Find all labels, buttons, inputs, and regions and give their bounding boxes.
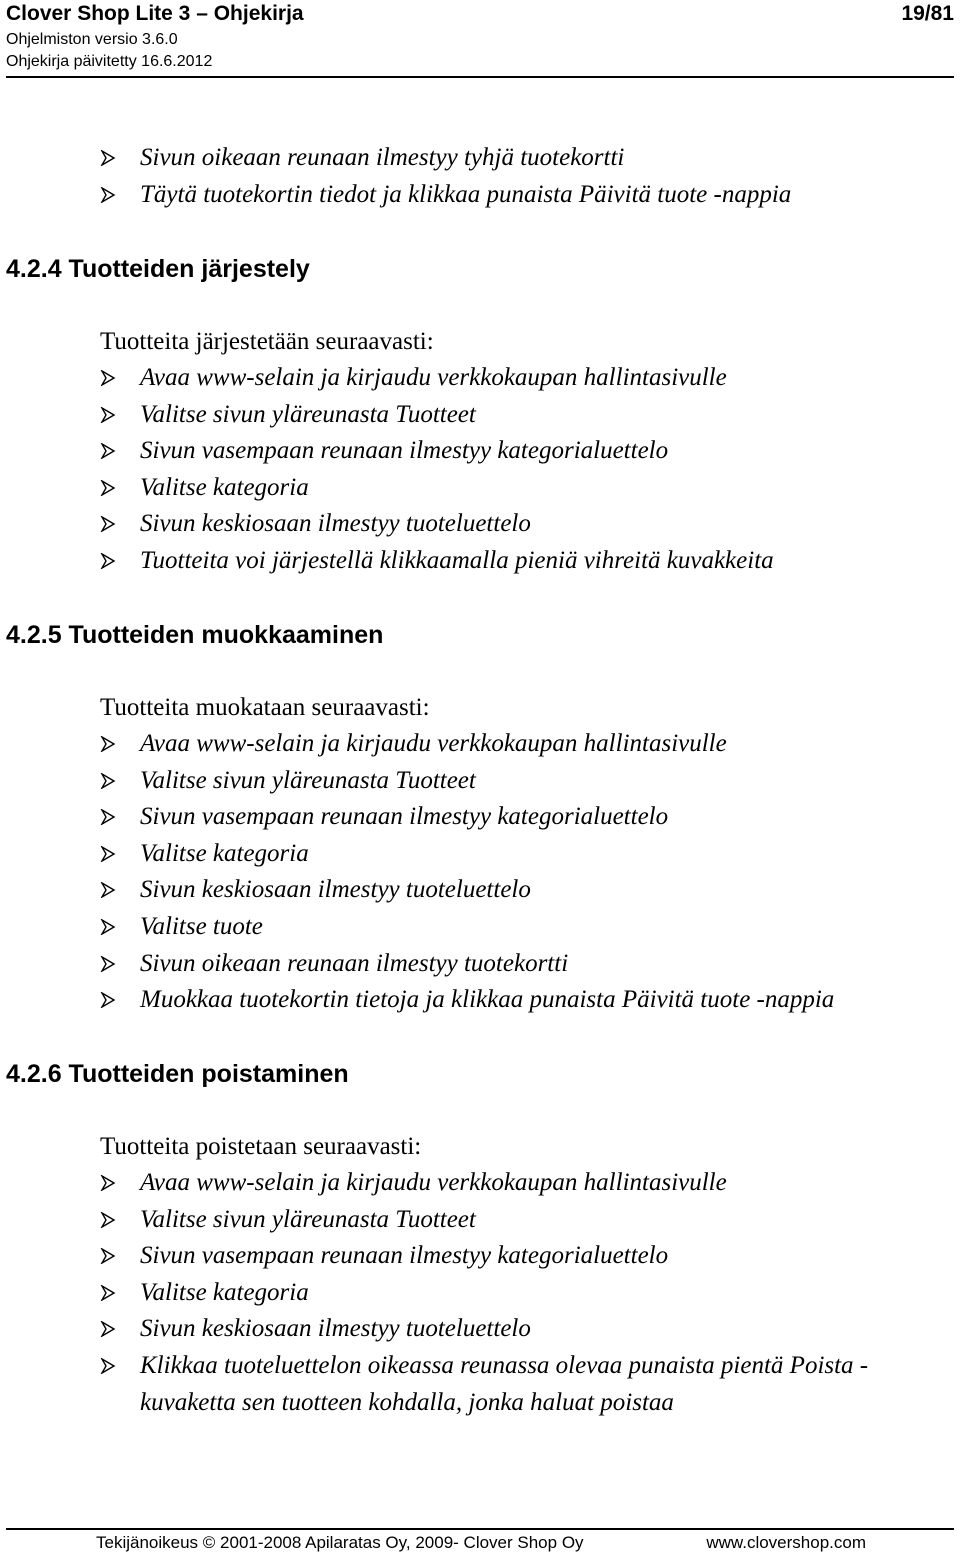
- steps-list: [100, 1165, 940, 1421]
- list-item: Sivun keskiosaan ilmestyy tuoteluettelo: [100, 506, 774, 543]
- arrow-bullet-icon: [100, 480, 116, 496]
- list-item: Valitse sivun yläreunasta Tuotteet: [100, 1202, 940, 1239]
- section-intro: Tuotteita poistetaan seuraavasti:: [100, 1133, 422, 1160]
- list-item: Sivun vasempaan reunaan ilmestyy kategorialuettelo: [100, 1238, 940, 1275]
- arrow-bullet-icon: [100, 992, 116, 1008]
- steps-list: [100, 726, 834, 1019]
- list-item: Sivun keskiosaan ilmestyy tuoteluettelo: [100, 1311, 940, 1348]
- header-title-row: [6, 0, 954, 28]
- document-title: Clover Shop Lite 3 – Ohjekirja: [6, 2, 304, 25]
- arrow-bullet-icon: [100, 736, 116, 752]
- footer: [96, 1532, 866, 1554]
- list-item: Klikkaa tuoteluettelon oikeassa reunassa olevaa punaista pientä Poista -kuvaketta sen tuotteen kohdalla, jonka haluat poistaa: [100, 1348, 940, 1421]
- arrow-bullet-icon: [100, 553, 116, 569]
- copyright-text: Tekijänoikeus © 2001-2008 Apilaratas Oy, 2009- Clover Shop Oy: [96, 1533, 584, 1552]
- arrow-bullet-icon: [100, 882, 116, 898]
- software-version: Ohjelmiston versio 3.6.0: [6, 31, 178, 48]
- list-item: Tuotteita voi järjestellä klikkaamalla pieniä vihreitä kuvakkeita: [100, 543, 774, 580]
- arrow-bullet-icon: [100, 370, 116, 386]
- steps-list: [100, 360, 774, 580]
- list-item: Valitse kategoria: [100, 836, 834, 873]
- website-link[interactable]: www.clovershop.com: [706, 1533, 866, 1552]
- arrow-bullet-icon: [100, 1175, 116, 1191]
- arrow-bullet-icon: [100, 919, 116, 935]
- list-item: Muokkaa tuotekortin tietoja ja klikkaa punaista Päivitä tuote -nappia: [100, 982, 834, 1019]
- continuation-list: [100, 140, 791, 213]
- arrow-bullet-icon: [100, 187, 116, 203]
- arrow-bullet-icon: [100, 516, 116, 532]
- list-item: Sivun vasempaan reunaan ilmestyy kategorialuettelo: [100, 433, 774, 470]
- page-number: 19/81: [901, 2, 954, 25]
- list-item: Valitse kategoria: [100, 470, 774, 507]
- list-item: Avaa www-selain ja kirjaudu verkkokaupan hallintasivulle: [100, 1165, 940, 1202]
- manual-updated-date: Ohjekirja päivitetty 16.6.2012: [6, 53, 213, 70]
- arrow-bullet-icon: [100, 1358, 116, 1374]
- arrow-bullet-icon: [100, 443, 116, 459]
- arrow-bullet-icon: [100, 407, 116, 423]
- list-item: Sivun keskiosaan ilmestyy tuoteluettelo: [100, 872, 834, 909]
- arrow-bullet-icon: [100, 1248, 116, 1264]
- list-item: Sivun oikeaan reunaan ilmestyy tuotekortti: [100, 946, 834, 983]
- footer-divider: [6, 1528, 954, 1530]
- arrow-bullet-icon: [100, 1285, 116, 1301]
- arrow-bullet-icon: [100, 150, 116, 166]
- arrow-bullet-icon: [100, 956, 116, 972]
- list-item: Avaa www-selain ja kirjaudu verkkokaupan hallintasivulle: [100, 726, 834, 763]
- arrow-bullet-icon: [100, 1212, 116, 1228]
- arrow-bullet-icon: [100, 1321, 116, 1337]
- section-heading: 4.2.4 Tuotteiden järjestely: [6, 255, 310, 283]
- list-item: Valitse sivun yläreunasta Tuotteet: [100, 763, 834, 800]
- list-item: Täytä tuotekortin tiedot ja klikkaa punaista Päivitä tuote -nappia: [100, 177, 791, 214]
- header-divider: [6, 76, 954, 78]
- arrow-bullet-icon: [100, 809, 116, 825]
- list-item: Sivun oikeaan reunaan ilmestyy tyhjä tuotekortti: [100, 140, 791, 177]
- section-intro: Tuotteita järjestetään seuraavasti:: [100, 328, 434, 355]
- list-item: Avaa www-selain ja kirjaudu verkkokaupan hallintasivulle: [100, 360, 774, 397]
- section-heading: 4.2.6 Tuotteiden poistaminen: [6, 1060, 349, 1088]
- list-item: Sivun vasempaan reunaan ilmestyy kategorialuettelo: [100, 799, 834, 836]
- section-heading: 4.2.5 Tuotteiden muokkaaminen: [6, 621, 384, 649]
- list-item: Valitse sivun yläreunasta Tuotteet: [100, 397, 774, 434]
- arrow-bullet-icon: [100, 846, 116, 862]
- list-item: Valitse kategoria: [100, 1275, 940, 1312]
- arrow-bullet-icon: [100, 773, 116, 789]
- list-item: Valitse tuote: [100, 909, 834, 946]
- section-intro: Tuotteita muokataan seuraavasti:: [100, 694, 430, 721]
